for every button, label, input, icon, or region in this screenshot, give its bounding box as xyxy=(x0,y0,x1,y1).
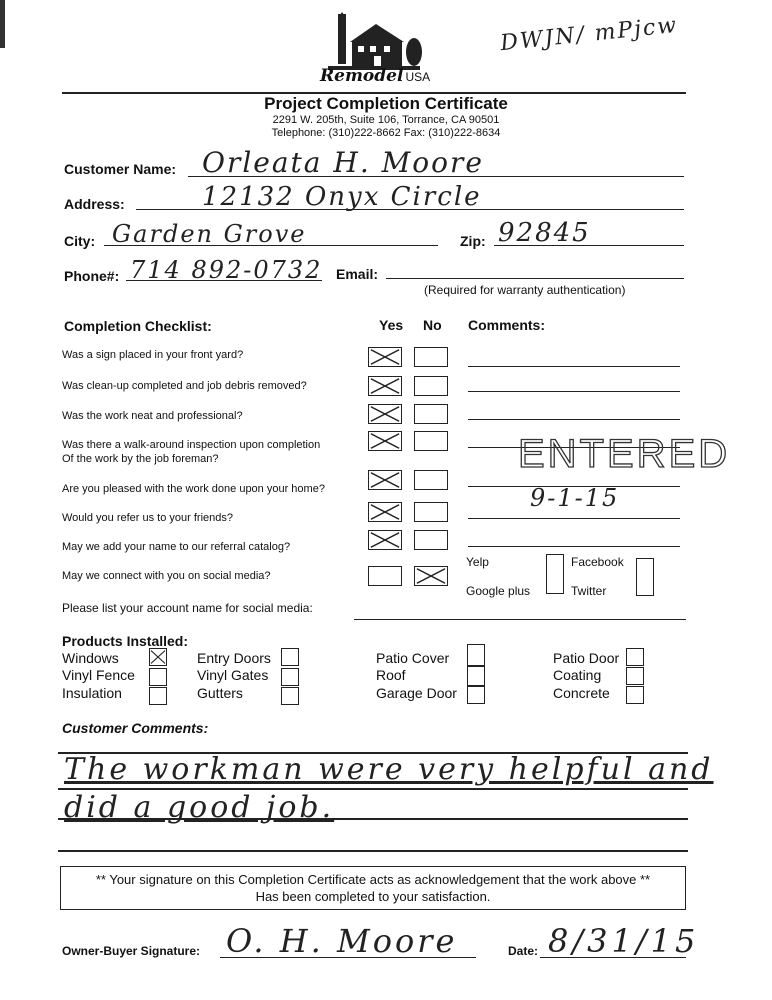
question-8: May we connect with you on social media? xyxy=(62,570,271,582)
customer-name-label: Customer Name: xyxy=(64,161,177,177)
x-mark-icon xyxy=(369,503,401,521)
zip-value[interactable]: 92845 xyxy=(498,218,591,248)
q1-yes-checkbox[interactable] xyxy=(368,347,402,367)
yelp-checkbox[interactable] xyxy=(546,554,564,594)
product-concrete-label: Concrete xyxy=(553,685,610,701)
phone-value[interactable]: 714 892-0732 xyxy=(130,256,323,284)
question-7: May we add your name to our referral catalog? xyxy=(62,541,291,553)
product-insulation-checkbox[interactable] xyxy=(149,687,167,705)
q3-yes-checkbox[interactable] xyxy=(368,404,402,424)
q1-no-checkbox[interactable] xyxy=(414,347,448,367)
comment-line-6[interactable] xyxy=(468,518,680,519)
x-mark-icon xyxy=(415,567,447,585)
acknowledgement-box xyxy=(60,866,686,910)
comment-line-7[interactable] xyxy=(468,546,680,547)
product-vinyl-gates-checkbox[interactable] xyxy=(281,668,299,686)
product-gutters-label: Gutters xyxy=(197,685,243,701)
signature-label: Owner-Buyer Signature: xyxy=(62,944,201,958)
social-facebook-label: Facebook xyxy=(571,555,624,569)
customer-comments-title: Customer Comments: xyxy=(62,720,209,736)
product-vinyl-fence-label: Vinyl Fence xyxy=(62,667,135,683)
comment-line-1[interactable] xyxy=(468,366,680,367)
product-garage-door-checkbox[interactable] xyxy=(467,686,485,704)
certificate-title: Project Completion Certificate xyxy=(264,94,508,113)
product-concrete-checkbox[interactable] xyxy=(626,686,644,704)
comment-line-3[interactable] xyxy=(468,419,680,420)
product-windows-checkbox[interactable] xyxy=(149,648,167,666)
email-label: Email: xyxy=(336,266,379,282)
phone-label: Phone#: xyxy=(64,268,120,284)
logo-text: Remodel xyxy=(320,66,404,86)
date-label: Date: xyxy=(508,944,539,958)
product-patio-cover-label: Patio Cover xyxy=(376,650,450,666)
x-mark-icon xyxy=(150,649,166,665)
product-roof-checkbox[interactable] xyxy=(467,666,485,686)
product-windows-label: Windows xyxy=(62,650,119,666)
question-6: Would you refer us to your friends? xyxy=(62,512,233,524)
product-coating-checkbox[interactable] xyxy=(626,667,644,685)
city-value[interactable]: Garden Grove xyxy=(112,220,307,248)
q7-yes-checkbox[interactable] xyxy=(368,530,402,550)
q2-no-checkbox[interactable] xyxy=(414,376,448,396)
comments-rule-4 xyxy=(58,850,688,852)
product-patio-cover-checkbox[interactable] xyxy=(467,644,485,666)
house-logo-icon xyxy=(318,12,430,72)
question-1: Was a sign placed in your front yard? xyxy=(62,349,244,361)
address-value[interactable]: 12132 Onyx Circle xyxy=(202,182,482,212)
entered-stamp: ENTERED xyxy=(518,432,731,476)
product-gutters-checkbox[interactable] xyxy=(281,687,299,705)
x-mark-icon xyxy=(369,405,401,423)
product-garage-door-label: Garage Door xyxy=(376,685,457,701)
x-mark-icon xyxy=(369,471,401,489)
customer-comment-line-1[interactable]: The workman were very helpful and xyxy=(64,752,714,787)
q4-yes-checkbox[interactable] xyxy=(368,431,402,451)
question-4: Was there a walk-around inspection upon completion xyxy=(62,439,321,451)
product-vinyl-fence-checkbox[interactable] xyxy=(149,668,167,686)
x-mark-icon xyxy=(369,348,401,366)
q6-yes-checkbox[interactable] xyxy=(368,502,402,522)
facebook-checkbox[interactable] xyxy=(636,558,654,596)
checklist-title: Completion Checklist: xyxy=(64,318,212,334)
x-mark-icon xyxy=(369,377,401,395)
comments-column-header: Comments: xyxy=(468,317,546,333)
products-title: Products Installed: xyxy=(62,633,189,649)
q4-no-checkbox[interactable] xyxy=(414,431,448,451)
product-patio-door-label: Patio Door xyxy=(553,650,620,666)
no-column-header: No xyxy=(423,317,442,333)
zip-label: Zip: xyxy=(460,233,486,249)
comment-line-2[interactable] xyxy=(468,391,680,392)
date-value[interactable]: 8/31/15 xyxy=(548,922,700,960)
question-5: Are you pleased with the work done upon your home? xyxy=(62,483,325,495)
social-twitter-label: Twitter xyxy=(571,584,607,598)
logo-suffix: USA xyxy=(405,70,431,84)
question-2: Was clean-up completed and job debris removed? xyxy=(62,380,307,392)
x-mark-icon xyxy=(369,432,401,450)
top-handwritten-note: DWJN/ mPjcw xyxy=(499,12,680,57)
signature-value[interactable]: O. H. Moore xyxy=(226,922,458,960)
customer-comment-line-2[interactable]: did a good job. xyxy=(64,790,335,825)
social-yelp-label: Yelp xyxy=(466,555,489,569)
q2-yes-checkbox[interactable] xyxy=(368,376,402,396)
product-vinyl-gates-label: Vinyl Gates xyxy=(197,667,269,683)
q5-no-checkbox[interactable] xyxy=(414,470,448,490)
social-google-label: Google plus xyxy=(466,584,531,598)
product-insulation-label: Insulation xyxy=(62,685,122,701)
q5-yes-checkbox[interactable] xyxy=(368,470,402,490)
q7-no-checkbox[interactable] xyxy=(414,530,448,550)
customer-name-value[interactable]: Orleata H. Moore xyxy=(202,146,484,179)
q6-no-checkbox[interactable] xyxy=(414,502,448,522)
question-3: Was the work neat and professional? xyxy=(62,410,243,422)
company-phone: Telephone: (310)222-8662 Fax: (310)222-8634 xyxy=(271,127,501,139)
entered-date: 9-1-15 xyxy=(530,484,620,512)
company-logo xyxy=(318,12,430,90)
social-account-line[interactable] xyxy=(354,619,686,620)
email-line[interactable] xyxy=(386,278,684,279)
x-mark-icon xyxy=(369,531,401,549)
product-entry-doors-checkbox[interactable] xyxy=(281,648,299,666)
product-entry-doors-label: Entry Doors xyxy=(197,650,271,666)
social-account-label: Please list your account name for social media: xyxy=(62,601,313,615)
q8-no-checkbox[interactable] xyxy=(414,566,448,586)
product-coating-label: Coating xyxy=(553,667,602,683)
address-label: Address: xyxy=(64,196,125,212)
city-label: City: xyxy=(64,233,96,249)
acknowledgement-line-1: ** Your signature on this Completion Certificate acts as acknowledgement that the work above ** xyxy=(95,872,651,887)
q8-yes-checkbox[interactable] xyxy=(368,566,402,586)
company-address: 2291 W. 205th, Suite 106, Torrance, CA 90501 xyxy=(272,114,500,126)
question-4-line-2: Of the work by the job foreman? xyxy=(62,453,219,465)
acknowledgement-line-2: Has been completed to your satisfaction. xyxy=(255,889,491,904)
q3-no-checkbox[interactable] xyxy=(414,404,448,424)
email-note: (Required for warranty authentication) xyxy=(424,283,626,297)
product-patio-door-checkbox[interactable] xyxy=(626,648,644,666)
product-roof-label: Roof xyxy=(376,667,406,683)
yes-column-header: Yes xyxy=(379,317,404,333)
scan-edge xyxy=(0,0,5,48)
